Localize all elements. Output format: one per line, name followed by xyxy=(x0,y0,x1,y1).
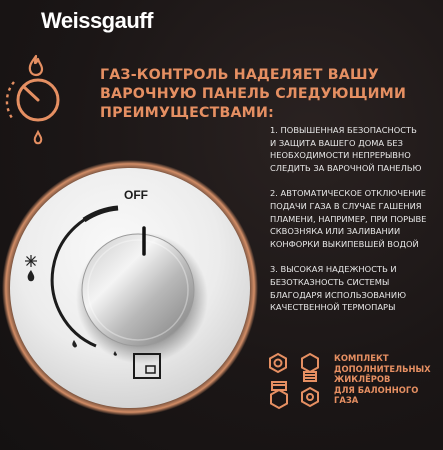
benefit-line: БЕЗОТКАЗНОСТЬ СИСТЕМЫ xyxy=(270,276,390,287)
kit-line: ДОПОЛНИТЕЛЬНЫХ xyxy=(334,363,431,374)
kit-line: ДЛЯ БАЛОННОГО xyxy=(334,384,419,395)
benefit-line: ПОДАЧИ ГАЗА В СЛУЧАЕ ГАШЕНИЯ xyxy=(270,200,422,211)
benefit-line: 2. АВТОМАТИЧЕСКОЕ ОТКЛЮЧЕНИЕ xyxy=(270,188,426,199)
benefit-line: КАЧЕСТВЕННОЙ ТЕРМОПАРЫ xyxy=(270,302,396,313)
benefits-list xyxy=(270,124,442,327)
kit-line: ГАЗА xyxy=(334,395,359,406)
off-label: OFF xyxy=(124,188,148,202)
benefit-line: СКВОЗНЯКА ИЛИ ЗАЛИВАНИИ xyxy=(270,226,401,237)
benefit-line: И ЗАЩИТА ВАШЕГО ДОМА БЕЗ xyxy=(270,137,403,148)
jets-icon xyxy=(266,350,328,414)
control-knob[interactable] xyxy=(82,234,194,346)
benefit-line: 1. ПОВЫШЕННАЯ БЕЗОПАСНОСТЬ xyxy=(270,125,417,135)
headline-line: ГАЗ-КОНТРОЛЬ НАДЕЛЯЕТ ВАШУ xyxy=(100,67,379,83)
kit-line: КОМПЛЕКТ xyxy=(334,353,389,363)
benefit-line: НЕОБХОДИМОСТИ НЕПРЕРЫВНО xyxy=(270,150,411,161)
jets-kit-caption xyxy=(334,353,442,406)
headline-line: ПРЕИМУЩЕСТВАМИ: xyxy=(100,105,274,121)
benefit-line: БЛАГОДАРЯ ИСПОЛЬЗОВАНИЮ xyxy=(270,289,407,300)
headline-line: ВАРОЧНУЮ ПАНЕЛЬ СЛЕДУЮЩИМИ xyxy=(100,86,407,102)
benefit-line: 3. ВЫСОКАЯ НАДЕЖНОСТЬ И xyxy=(270,264,397,275)
brand-logo: Weissgauff xyxy=(41,8,153,33)
kit-line: ЖИКЛЁРОВ xyxy=(334,374,391,385)
benefit-item xyxy=(270,263,442,313)
stove-knob-illustration xyxy=(0,158,260,418)
spark-ignition-icon xyxy=(25,255,37,267)
benefit-line: СЛЕДИТЬ ЗА ВАРОЧНОЙ ПАНЕЛЬЮ xyxy=(270,162,422,173)
benefit-item xyxy=(270,187,442,250)
headline xyxy=(100,66,407,123)
benefit-line: КОНФОРКИ ВЫКИПЕВШЕЙ ВОДОЙ xyxy=(270,238,419,249)
benefit-item xyxy=(270,124,442,174)
flame-timer-icon xyxy=(2,52,72,152)
benefit-line: ПЛАМЕНИ, НАПРИМЕР, ПРИ ПОРЫВЕ xyxy=(270,213,427,224)
